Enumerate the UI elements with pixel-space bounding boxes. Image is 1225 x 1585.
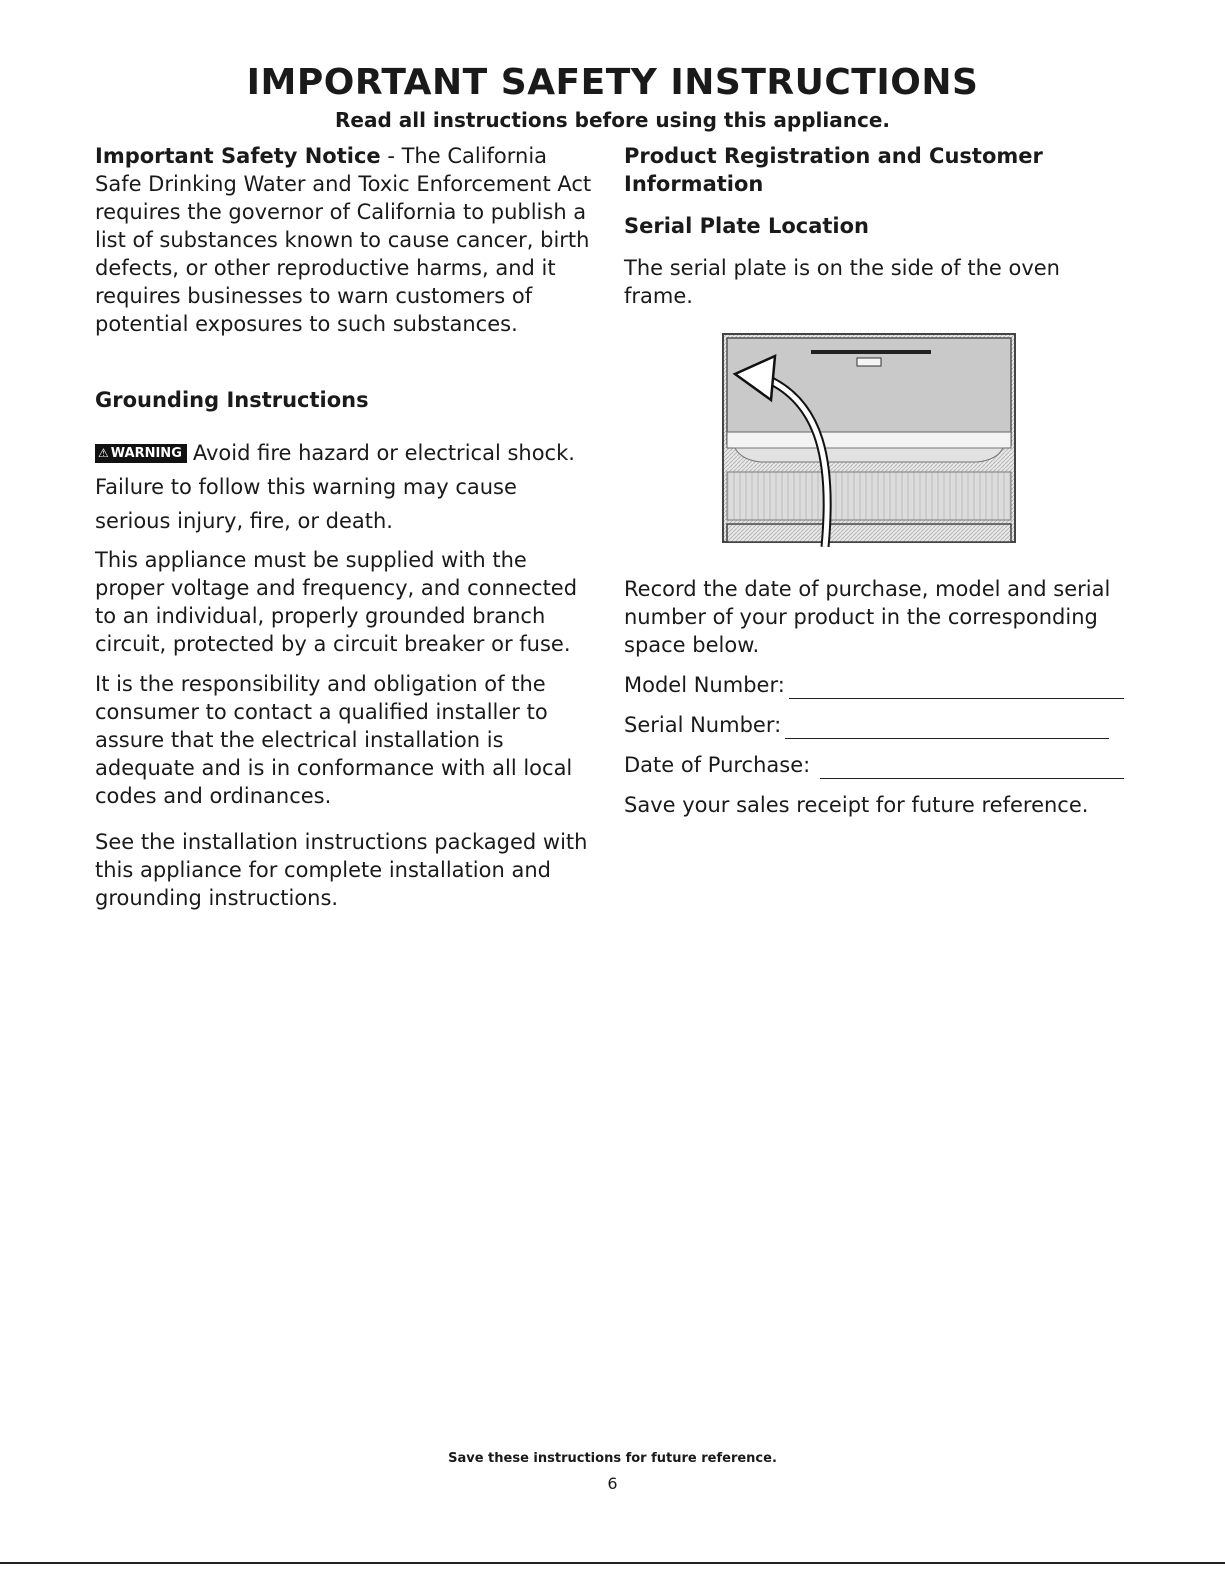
- registration-heading: Product Registration and Customer Information: [624, 144, 1043, 196]
- save-receipt-text: Save your sales receipt for future reference.: [624, 793, 1089, 817]
- date-of-purchase-field[interactable]: [624, 751, 1124, 779]
- model-number-label: Model Number:: [624, 673, 785, 697]
- page-title: IMPORTANT SAFETY INSTRUCTIONS: [246, 62, 979, 103]
- warning-paragraph: [95, 436, 595, 538]
- safety-notice-label: Important Safety Notice: [95, 144, 381, 168]
- oven-front-panel: [727, 472, 1011, 520]
- serial-plate-heading: Serial Plate Location: [624, 214, 869, 238]
- page-subtitle: Read all instructions before using this appliance.: [334, 108, 891, 132]
- footer-note: Save these instructions for future reference.: [448, 1451, 777, 1466]
- oven-serial-plate-illustration: [721, 332, 1017, 547]
- serial-plate: [857, 358, 881, 366]
- serial-number-blank[interactable]: [785, 718, 1109, 739]
- bottom-rule: [0, 1562, 1225, 1564]
- safety-notice-text: - The California Safe Drinking Water and Toxic Enforcement Act requires the governor of California to publish a list of substances known to cause cancer, birth defects, or other reproductive harms, and it requires businesses to warn customers of potential exposures to such substances.: [95, 144, 592, 336]
- safety-notice-paragraph: [95, 142, 595, 338]
- serial-number-field[interactable]: [624, 711, 1109, 739]
- record-paragraph: Record the date of purchase, model and serial number of your product in the corresponding space below.: [624, 577, 1111, 657]
- model-number-blank[interactable]: [789, 678, 1124, 699]
- oven-bottom-strip: [727, 524, 1011, 542]
- warning-badge: [95, 444, 187, 463]
- oven-frame-figure: [721, 332, 1017, 547]
- warning-triangle-icon: ⚠: [98, 446, 109, 460]
- model-number-field[interactable]: [624, 671, 1124, 699]
- date-of-purchase-label: Date of Purchase:: [624, 753, 811, 777]
- left-column: [95, 142, 595, 924]
- oven-lip: [727, 432, 1011, 448]
- responsibility-paragraph: It is the responsibility and obligation of the consumer to contact a qualified installer to assure that the electrical installation is adequate and is in conformance with all local codes and ordinances.: [95, 672, 573, 808]
- serial-number-label: Serial Number:: [624, 713, 782, 737]
- grounding-heading: Grounding Instructions: [95, 388, 369, 412]
- warning-text: Avoid fire hazard or electrical shock. Failure to follow this warning may cause serious injury, fire, or death.: [95, 441, 575, 533]
- right-column: [624, 142, 1124, 831]
- page-number: 6: [607, 1474, 618, 1493]
- date-of-purchase-blank[interactable]: [820, 758, 1124, 779]
- warning-badge-label: WARNING: [110, 446, 182, 461]
- oven-rim: [735, 448, 1003, 462]
- serial-plate-text: The serial plate is on the side of the oven frame.: [624, 256, 1060, 308]
- see-instructions-paragraph: See the installation instructions packaged with this appliance for complete installation and grounding instructions.: [95, 830, 588, 910]
- supply-paragraph: This appliance must be supplied with the proper voltage and frequency, and connected to an individual, properly grounded branch circuit, protected by a circuit breaker or fuse.: [95, 548, 578, 656]
